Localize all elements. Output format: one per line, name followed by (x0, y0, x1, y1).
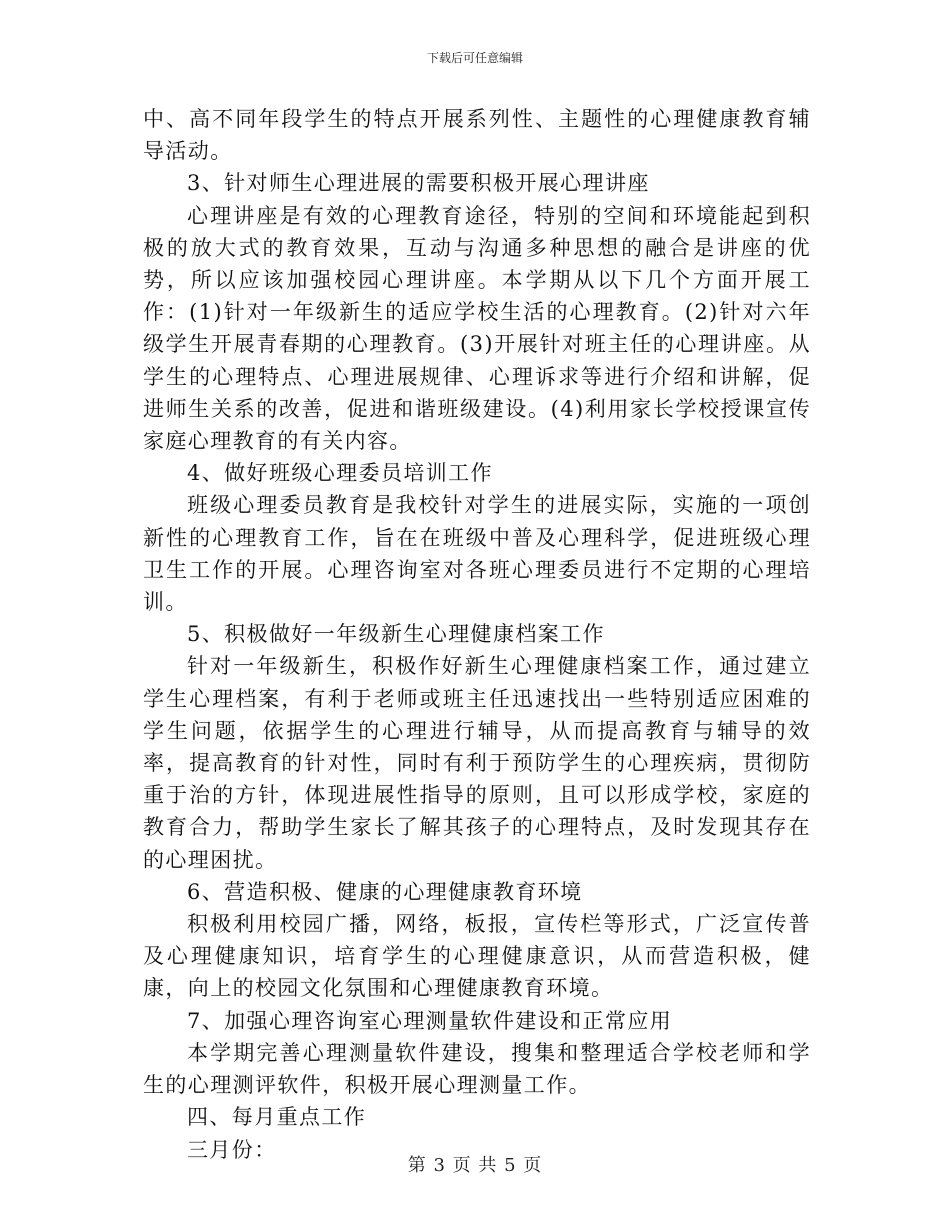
paragraph-environment: 积极利用校园广播，网络，板报，宣传栏等形式，广泛宣传普及心理健康知识，培育学生的心理健康意识，从而营造积极，健康，向上的校园文化氛围和心理健康教育环境。 (143, 912, 811, 1001)
paragraph-software: 本学期完善心理测量软件建设，搜集和整理适合学校老师和学生的心理测评软件，积极开展心理测量工作。 (143, 1040, 811, 1098)
document-body (143, 103, 811, 1166)
section-heading-5: 5、积极做好一年级新生心理健康档案工作 (187, 622, 605, 647)
page-header: 下载后可任意编辑 (426, 51, 523, 65)
paragraph-lectures: 心理讲座是有效的心理教育途径，特别的空间和环境能起到积极的放大式的教育效果，互动与沟通多种思想的融合是讲座的优势，所以应该加强校园心理讲座。本学期从以下几个方面开展工作：(1)针对一年级新生的适应学校生活的心理教育。(2)针对六年级学生开展青春期的心理教育。(3)开展针对班主任的心理讲座。从学生的心理特点、心理进展规律、心理诉求等进行介绍和讲解，促进师生关系的改善，促进和谐班级建设。(4)利用家长学校授课宣传家庭心理教育的有关内容。 (143, 203, 811, 454)
paragraph-continuation: 中、高不同年段学生的特点开展系列性、主题性的心理健康教育辅导活动。 (143, 107, 811, 164)
paragraph-health-records: 针对一年级新生，积极作好新生心理健康档案工作，通过建立学生心理档案，有利于老师或班主任迅速找出一些特别适应困难的学生问题，依据学生的心理进行辅导，从而提高教育与辅导的效率，提高教育的针对性，同时有利于预防学生的心理疾病，贯彻防重于治的方针，体现进展性指导的原则，且可以形成学校，家庭的教育合力，帮助学生家长了解其孩子的心理特点，及时发现其存在的心理困扰。 (143, 654, 811, 872)
section-heading-monthly: 四、每月重点工作 (187, 1105, 367, 1130)
section-heading-4: 4、做好班级心理委员培训工作 (187, 461, 493, 486)
page-footer: 第 3 页 共 5 页 (407, 1155, 543, 1176)
section-heading-march: 三月份： (187, 1137, 277, 1162)
paragraph-class-committee: 班级心理委员教育是我校针对学生的进展实际，实施的一项创新性的心理教育工作，旨在在班级中普及心理科学，促进班级心理卫生工作的开展。心理咨询室对各班心理委员进行不定期的心理培训。 (143, 493, 811, 615)
section-heading-3: 3、针对师生心理进展的需要积极开展心理讲座 (187, 171, 650, 196)
section-heading-7: 7、加强心理咨询室心理测量软件建设和正常应用 (187, 1008, 673, 1033)
section-heading-6: 6、营造积极、健康的心理健康教育环境 (187, 879, 583, 904)
